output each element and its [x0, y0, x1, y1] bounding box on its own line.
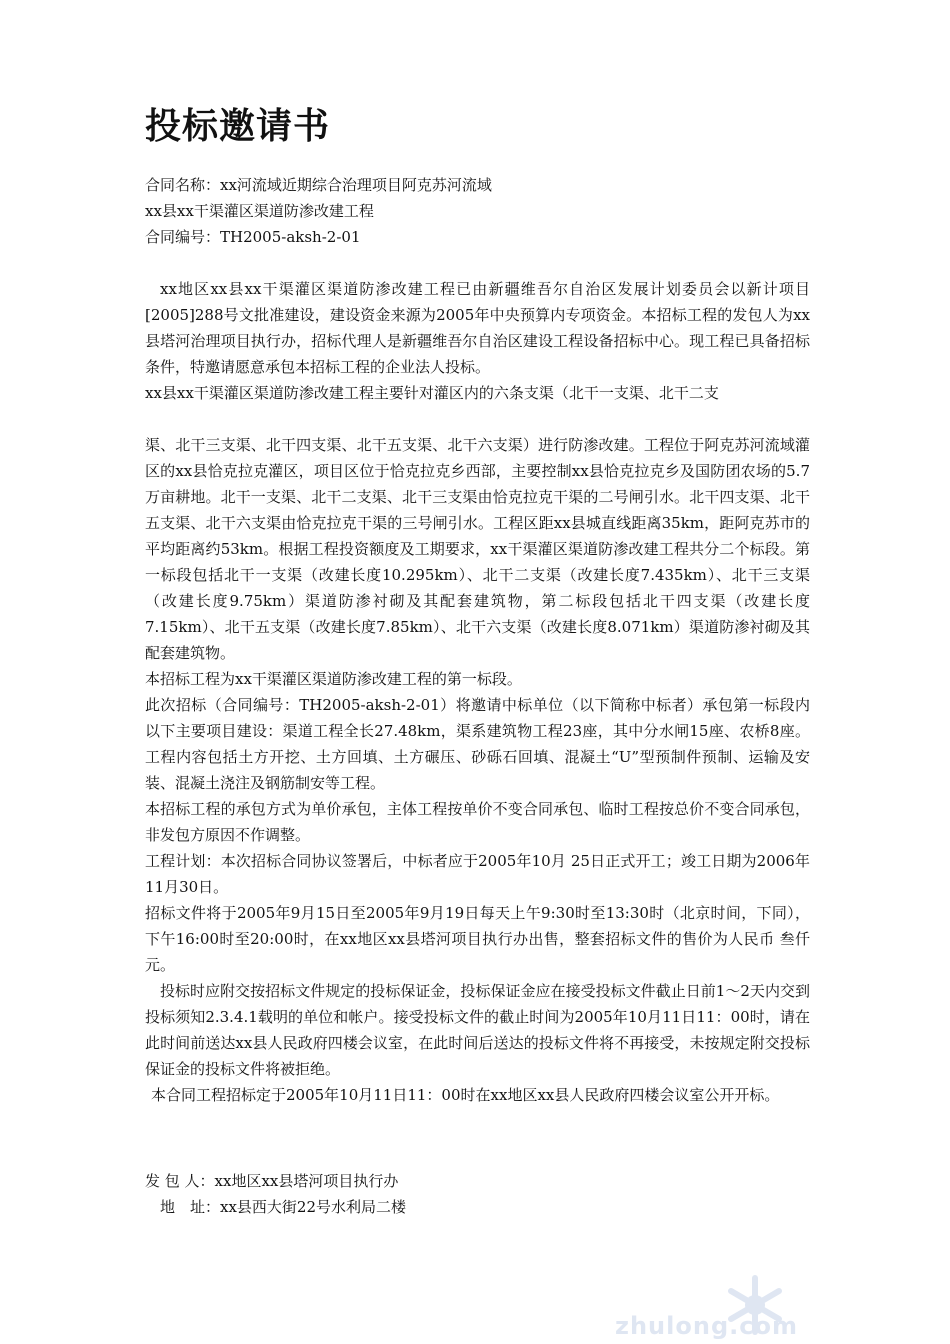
- spacer: [145, 1108, 810, 1168]
- paragraph-contract-method: 本招标工程的承包方式为单价承包，主体工程按单价不变合同承包、临时工程按总价不变合同承包，非发包方原因不作调整。: [145, 800, 810, 844]
- document-page: [145, 100, 810, 1220]
- paragraph-schedule: 工程计划：本次招标合同协议签署后，中标者应于2005年10月 25日正式开工；竣工日期为2006年11月30日。: [145, 852, 810, 896]
- spacer: [145, 250, 810, 276]
- paragraph-tender-scope: 此次招标（合同编号：TH2005-aksh-2-01）将邀请中标单位（以下简称中标者）承包第一标段内以下主要项目建设：渠道工程全长27.48km，渠系建筑物工程23座，其中分水闸15座、农桥8座。工程内容包括土方开挖、土方回填、土方碾压、砂砾石回填、混凝土“U”型预制件预制、运输及安装、混凝土浇注及钢筋制安等工程。: [145, 696, 810, 792]
- watermark-text: zhulong.com: [615, 1312, 798, 1340]
- contract-name-line-1: 合同名称：xx河流域近期综合治理项目阿克苏河流域: [145, 176, 492, 194]
- paragraph-document-sale: 招标文件将于2005年9月15日至2005年9月19日每天上午9:30时至13:30时（北京时间，下同），下午16:00时至20:00时，在xx地区xx县塔河项目执行办出售，整套招标文件的售价为人民币 叁仟 元。: [145, 904, 810, 974]
- spacer: [145, 406, 810, 432]
- contract-number: 合同编号：TH2005-aksh-2-01: [145, 228, 361, 246]
- paragraph-scope-detail: 渠、北干三支渠、北干四支渠、北干五支渠、北干六支渠）进行防渗改建。工程位于阿克苏河流域灌区的xx县恰克拉克灌区，项目区位于恰克拉克乡西部，主要控制xx县恰克拉克乡及国防团农场的5.7万亩耕地。北干一支渠、北干二支渠、北干三支渠由恰克拉克干渠的二号闸引水。北干四支渠、北干五支渠、北干六支渠由恰克拉克干渠的三号闸引水。工程区距xx县城直线距离35km，距阿克苏市的平均距离约53km。根据工程投资额度及工期要求，xx干渠灌区渠道防渗改建工程共分二个标段。第一标段包括北干一支渠（改建长度10.295km）、北干二支渠（改建长度7.435km）、北干三支渠（改建长度9.75km）渠道防渗衬砌及其配套建筑物，第二标段包括北干四支渠（改建长度 7.15km）、北干五支渠（改建长度7.85km）、北干六支渠（改建长度8.071km）渠道防渗衬砌及其配套建筑物。: [145, 436, 810, 662]
- contract-name-line-2: xx县xx干渠灌区渠道防渗改建工程: [145, 202, 374, 220]
- watermark: [615, 1270, 798, 1340]
- paragraph-scope-head: xx县xx干渠灌区渠道防渗改建工程主要针对灌区内的六条支渠（北干一支渠、北干二支: [145, 384, 719, 402]
- paragraph-bid-opening: 本合同工程招标定于2005年10月11日11：00时在xx地区xx县人民政府四楼会议室公开开标。: [151, 1086, 780, 1104]
- paragraph-project-approval: xx地区xx县xx干渠灌区渠道防渗改建工程已由新疆维吾尔自治区发展计划委员会以新计项目[2005]288号文批准建设，建设资金来源为2005年中央预算内专项资金。本招标工程的发包人为xx县塔河治理项目执行办，招标代理人是新疆维吾尔自治区建设工程设备招标中心。现工程已具备招标条件，特邀请愿意承包本招标工程的企业法人投标。: [145, 280, 810, 376]
- paragraph-first-section: 本招标工程为xx干渠灌区渠道防渗改建工程的第一标段。: [145, 670, 522, 688]
- address-line: 地 址：xx县西大街22号水利局二楼: [145, 1198, 407, 1216]
- document-title: 投标邀请书: [145, 105, 331, 147]
- paragraph-bid-bond: 投标时应附交按招标文件规定的投标保证金，投标保证金应在接受投标文件截止日前1～2天内交到投标须知2.3.4.1载明的单位和帐户。接受投标文件的截止时间为2005年10月11日11：00时，请在此时间前送达xx县人民政府四楼会议室，在此时间后送达的投标文件将不再接受，未按规定附交投标保证金的投标文件将被拒绝。: [145, 982, 810, 1078]
- employer-line: 发 包 人：xx地区xx县塔河项目执行办: [145, 1172, 399, 1190]
